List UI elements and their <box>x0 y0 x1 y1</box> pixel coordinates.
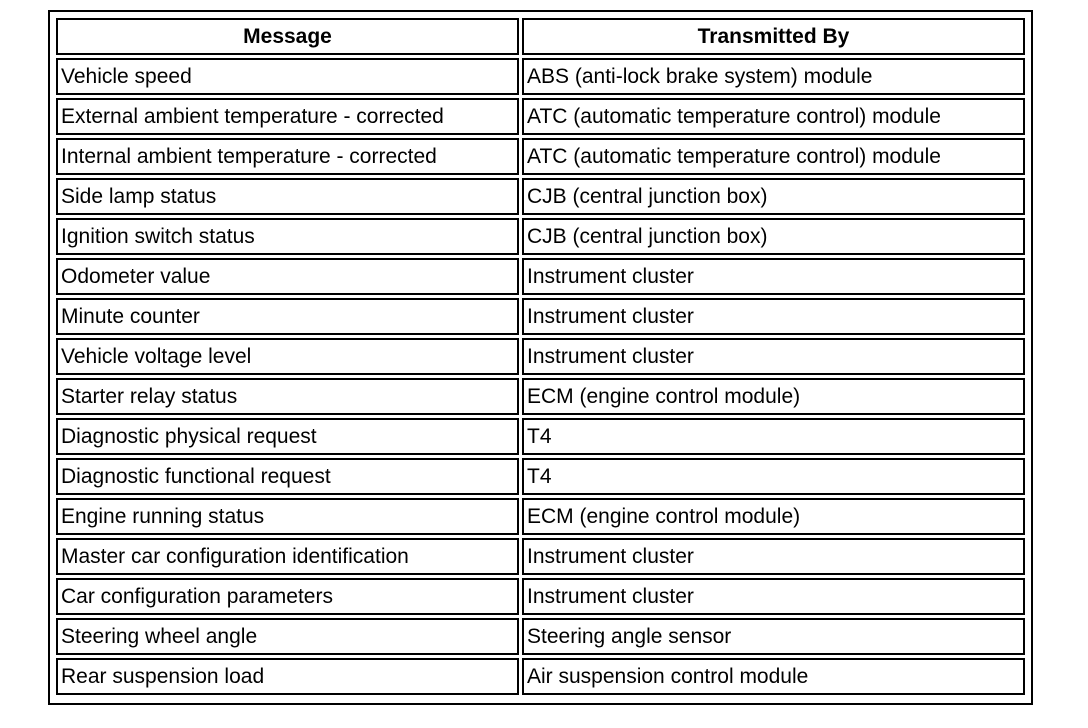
transmitted-by-cell: CJB (central junction box) <box>522 218 1025 255</box>
header-transmitted-by: Transmitted By <box>522 18 1025 55</box>
transmitted-by-cell: T4 <box>522 458 1025 495</box>
message-cell: Vehicle voltage level <box>56 338 519 375</box>
transmitted-by-cell: Steering angle sensor <box>522 618 1025 655</box>
message-table <box>53 15 1028 698</box>
transmitted-by-cell: Instrument cluster <box>522 298 1025 335</box>
table-body <box>56 58 1025 695</box>
message-cell: Side lamp status <box>56 178 519 215</box>
message-cell: Starter relay status <box>56 378 519 415</box>
message-cell: Ignition switch status <box>56 218 519 255</box>
transmitted-by-cell: Instrument cluster <box>522 258 1025 295</box>
transmitted-by-cell: Instrument cluster <box>522 538 1025 575</box>
table-row <box>56 138 1025 175</box>
table-header-row <box>56 18 1025 55</box>
table-row <box>56 578 1025 615</box>
transmitted-by-cell: ABS (anti-lock brake system) module <box>522 58 1025 95</box>
table-row <box>56 378 1025 415</box>
transmitted-by-cell: CJB (central junction box) <box>522 178 1025 215</box>
transmitted-by-cell: Instrument cluster <box>522 338 1025 375</box>
header-message: Message <box>56 18 519 55</box>
transmitted-by-cell: T4 <box>522 418 1025 455</box>
message-cell: Odometer value <box>56 258 519 295</box>
transmitted-by-cell: ECM (engine control module) <box>522 498 1025 535</box>
transmitted-by-cell: Instrument cluster <box>522 578 1025 615</box>
message-cell: Internal ambient temperature - corrected <box>56 138 519 175</box>
table-row <box>56 418 1025 455</box>
message-cell: External ambient temperature - corrected <box>56 98 519 135</box>
message-cell: Engine running status <box>56 498 519 535</box>
message-cell: Steering wheel angle <box>56 618 519 655</box>
message-cell: Master car configuration identification <box>56 538 519 575</box>
table-row <box>56 618 1025 655</box>
table-row <box>56 298 1025 335</box>
table-row <box>56 338 1025 375</box>
transmitted-by-cell: ATC (automatic temperature control) module <box>522 138 1025 175</box>
table-row <box>56 258 1025 295</box>
message-cell: Minute counter <box>56 298 519 335</box>
message-cell: Vehicle speed <box>56 58 519 95</box>
message-cell: Car configuration parameters <box>56 578 519 615</box>
table-row <box>56 178 1025 215</box>
table-row <box>56 58 1025 95</box>
message-cell: Diagnostic physical request <box>56 418 519 455</box>
table-row <box>56 98 1025 135</box>
transmitted-by-cell: ATC (automatic temperature control) module <box>522 98 1025 135</box>
message-cell: Rear suspension load <box>56 658 519 695</box>
table-row <box>56 658 1025 695</box>
table-frame <box>48 10 1033 705</box>
table-row <box>56 538 1025 575</box>
table-row <box>56 498 1025 535</box>
message-cell: Diagnostic functional request <box>56 458 519 495</box>
transmitted-by-cell: ECM (engine control module) <box>522 378 1025 415</box>
table-row <box>56 218 1025 255</box>
table-row <box>56 458 1025 495</box>
transmitted-by-cell: Air suspension control module <box>522 658 1025 695</box>
